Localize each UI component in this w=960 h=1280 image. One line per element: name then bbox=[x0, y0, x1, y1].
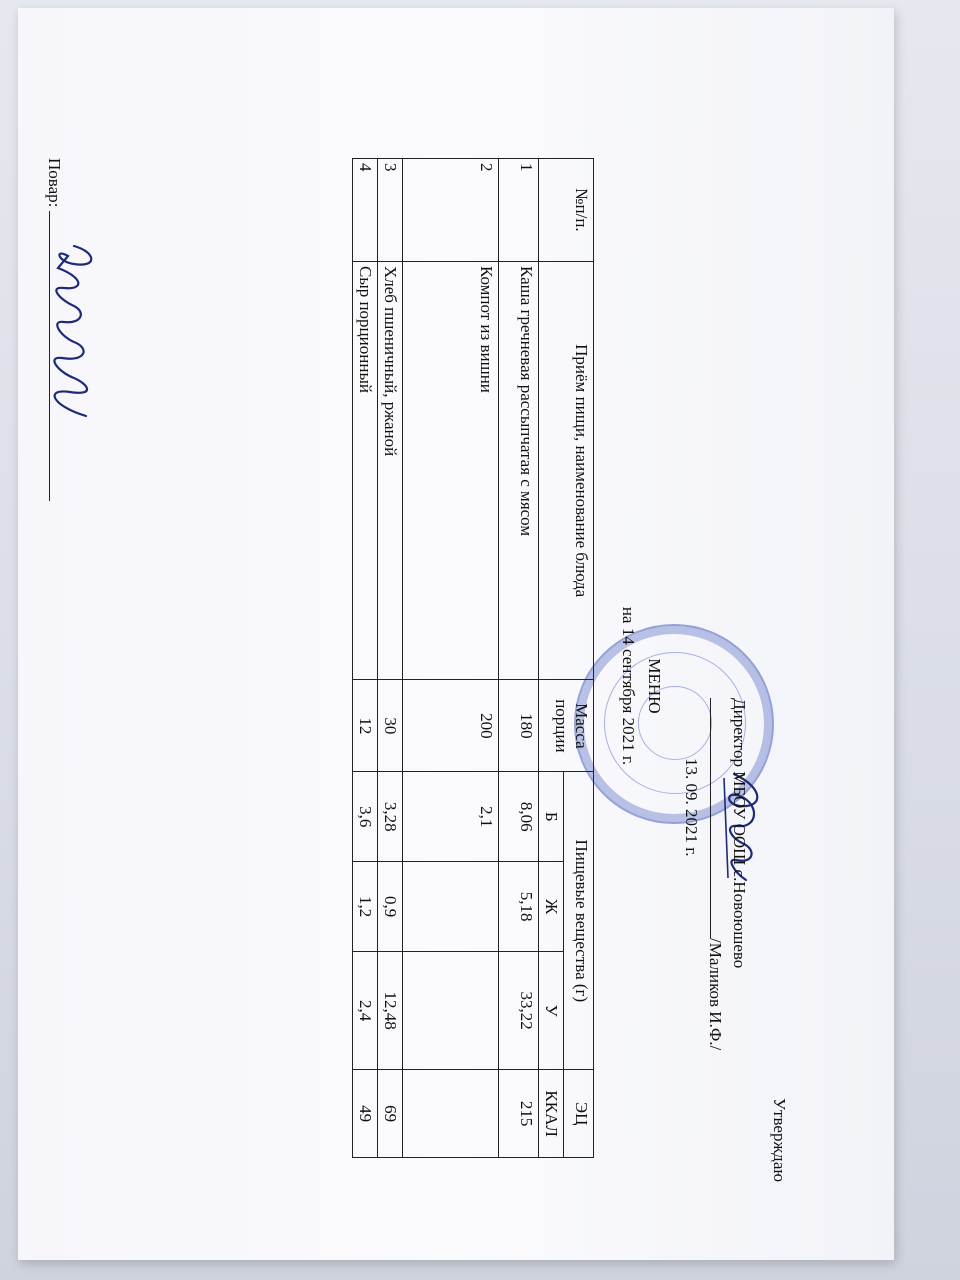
approval-date: 13. 09. 2021 г. bbox=[682, 758, 701, 857]
cell-zh: 1,2 bbox=[353, 862, 378, 952]
cell-b: 3,28 bbox=[378, 772, 403, 862]
menu-document bbox=[18, 8, 894, 1260]
header-mass: Масса порции bbox=[539, 680, 594, 772]
cell-mass: 12 bbox=[353, 680, 378, 772]
cell-mass: 200 bbox=[403, 680, 499, 772]
cell-name: Сыр порционный bbox=[353, 261, 378, 679]
cell-u: 2,4 bbox=[353, 952, 378, 1070]
table-row bbox=[378, 159, 403, 1158]
cell-b: 2,1 bbox=[403, 772, 499, 862]
cell-zh bbox=[403, 862, 499, 952]
cell-num: 1 bbox=[499, 159, 539, 262]
cell-num: 2 bbox=[403, 159, 499, 262]
cell-num: 3 bbox=[378, 159, 403, 262]
menu-table bbox=[352, 158, 594, 1158]
approval-director: Директор МБОУ ООШ с.Новоюшево bbox=[730, 698, 749, 969]
cell-mass: 180 bbox=[499, 680, 539, 772]
cell-u: 33,22 bbox=[499, 952, 539, 1070]
header-energy: ЭЦ bbox=[564, 1070, 594, 1158]
approval-title: Утверждаю bbox=[770, 1098, 789, 1183]
cell-u: 12,48 bbox=[378, 952, 403, 1070]
header-name: Приём пищи, наименование блюда bbox=[539, 261, 594, 679]
table-row bbox=[499, 159, 539, 1158]
cell-kcal: 215 bbox=[499, 1070, 539, 1158]
header-b: Б bbox=[539, 772, 564, 862]
page-title: МЕНЮ bbox=[645, 658, 664, 714]
header-nutrients: Пищевые вещества (г) bbox=[564, 772, 594, 1070]
cell-num: 4 bbox=[353, 159, 378, 262]
cell-name: Хлеб пшеничный, ржаной bbox=[378, 261, 403, 679]
cell-name: Компот из вишни bbox=[403, 261, 499, 679]
page-subtitle: на 14 сентября 2021 г. bbox=[619, 606, 638, 766]
cell-zh: 0,9 bbox=[378, 862, 403, 952]
table-header-row bbox=[564, 159, 594, 1158]
cell-kcal: 49 bbox=[353, 1070, 378, 1158]
approval-signature-name: /Маликов И.Ф./ bbox=[706, 938, 725, 1051]
approval-signature-line bbox=[704, 698, 726, 1050]
header-num: №п/п. bbox=[539, 159, 594, 262]
signature-underline bbox=[710, 698, 725, 938]
cell-b: 8,06 bbox=[499, 772, 539, 862]
table-row bbox=[353, 159, 378, 1158]
cell-zh: 5,18 bbox=[499, 862, 539, 952]
paper-sheet bbox=[18, 8, 894, 1260]
cell-kcal bbox=[403, 1070, 499, 1158]
table-row bbox=[403, 159, 499, 1158]
header-kcal: ККАЛ bbox=[539, 1070, 564, 1158]
cell-b: 3,6 bbox=[353, 772, 378, 862]
cook-label: Повар: bbox=[45, 158, 64, 208]
cook-signature bbox=[34, 238, 104, 438]
cell-mass: 30 bbox=[378, 680, 403, 772]
header-zh: Ж bbox=[539, 862, 564, 952]
cell-kcal: 69 bbox=[378, 1070, 403, 1158]
cell-name: Каша гречневая рассыпчатая с мясом bbox=[499, 261, 539, 679]
cell-u bbox=[403, 952, 499, 1070]
header-u: У bbox=[539, 952, 564, 1070]
